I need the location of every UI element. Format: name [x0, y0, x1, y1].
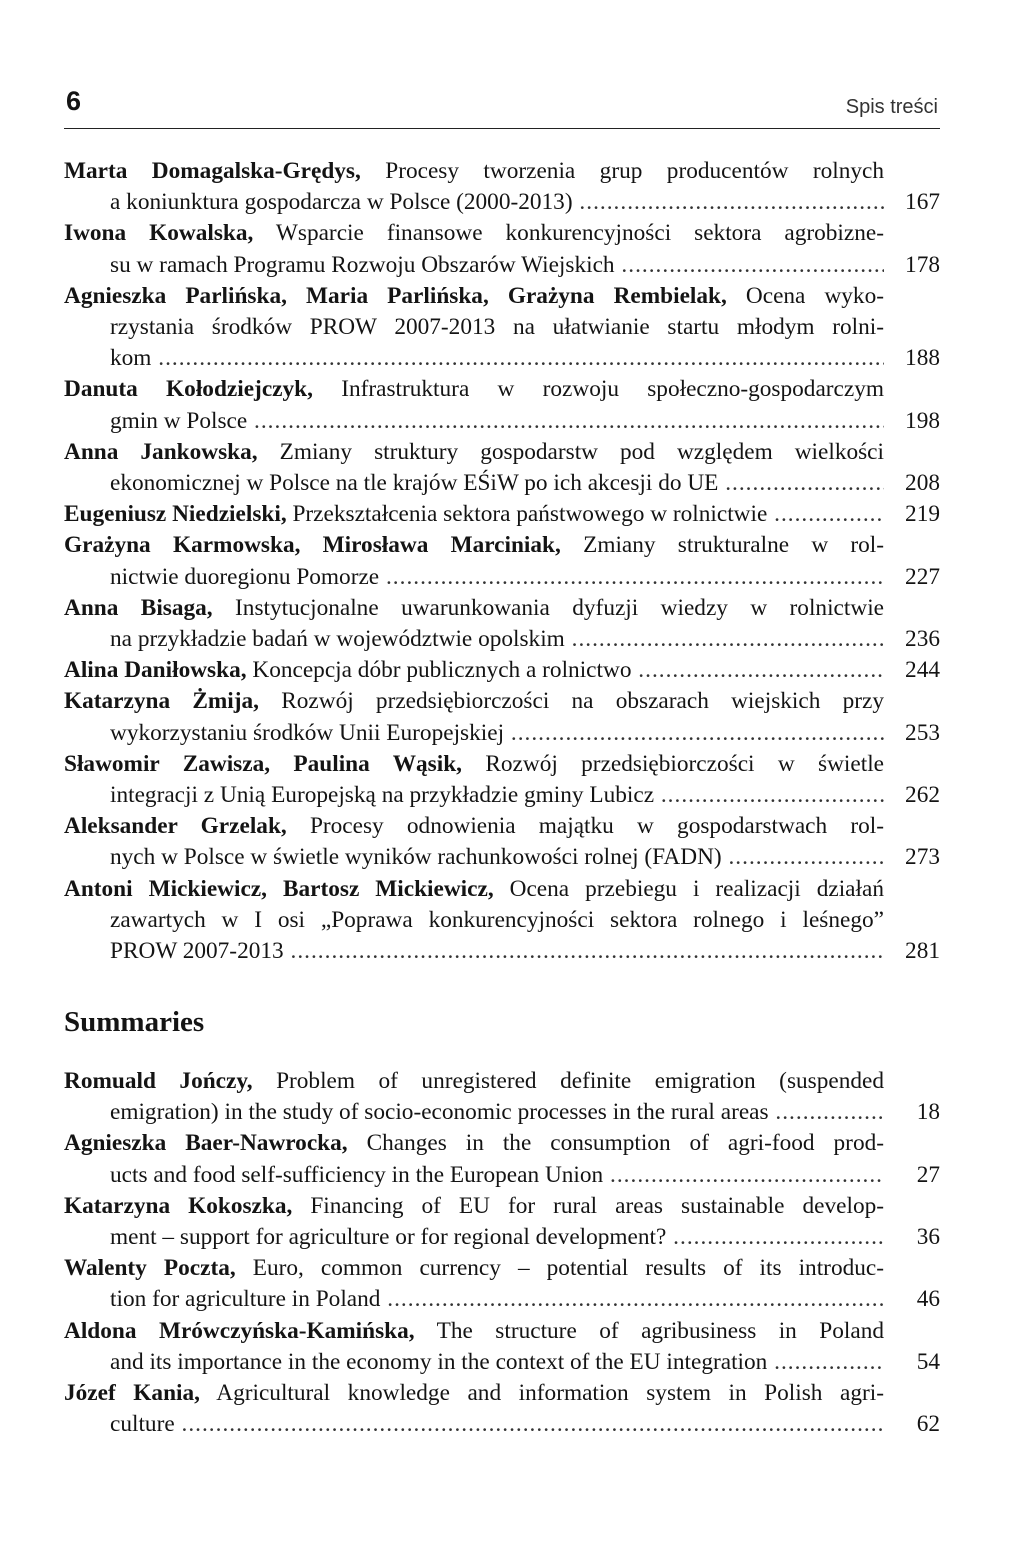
toc-entry	[64, 530, 940, 592]
section-title: Spis treści	[845, 96, 938, 118]
toc-entry-title: The structure of agribusiness in Poland	[436, 1317, 884, 1344]
toc-entry-line	[64, 842, 940, 873]
toc-entry-title: Agricultural knowledge and information system in Polish agri-	[216, 1380, 884, 1407]
toc-entry-author: Eugeniusz Niedzielski,	[64, 501, 287, 528]
toc-entry-page: 54	[916, 1348, 940, 1375]
toc-entry-page: 198	[905, 407, 940, 434]
toc-entry-text	[110, 1160, 884, 1191]
toc-entry-text	[110, 842, 884, 873]
toc-entry-title: Euro, common currency – potential results of its introduc-	[252, 1255, 884, 1282]
toc-entry	[64, 437, 940, 499]
toc-entry-title: emigration) in the study of socio-economic processes in the rural areas	[110, 1099, 769, 1126]
toc-entry-text	[64, 1378, 884, 1409]
toc-entry-author: Katarzyna Kokoszka,	[64, 1192, 293, 1219]
toc-entry-text	[64, 593, 884, 624]
toc-entry-title: ment – support for agriculture or for regional development?	[110, 1224, 667, 1251]
toc-entry-line	[64, 187, 940, 218]
toc-entry-line	[64, 499, 940, 530]
toc-entry-line	[64, 468, 940, 499]
toc-entry	[64, 281, 940, 375]
toc-entry-author: Aleksander Grzelak,	[64, 813, 287, 840]
toc-entry-page: 36	[916, 1224, 940, 1251]
toc-entry-page: 244	[905, 657, 940, 684]
toc-entry-text	[110, 1409, 884, 1440]
toc-entry-line	[64, 437, 940, 468]
toc-entry-title: Changes in the consumption of agri-food prod-	[366, 1130, 884, 1157]
toc-entry-line	[64, 1347, 940, 1378]
toc-entry-title: a koniunktura gospodarcza w Polsce (2000-2013)	[110, 189, 573, 216]
toc-entry-text	[64, 874, 884, 905]
toc-entry-text	[64, 655, 884, 686]
toc-entry-title: Koncepcja dóbr publicznych a rolnictwo	[252, 657, 632, 684]
toc-entry-title: PROW 2007-2013	[110, 938, 284, 965]
toc-entry-line	[64, 780, 940, 811]
toc-entry-line	[64, 1316, 940, 1347]
toc-entry-text	[64, 749, 884, 780]
toc-entry-line	[64, 686, 940, 717]
toc-entry-page: 18	[916, 1099, 940, 1126]
toc-entry-line	[64, 1409, 940, 1440]
toc-entry-title: culture	[110, 1411, 175, 1438]
toc-entry-text	[110, 780, 884, 811]
toc-entry-title: Rozwój przedsiębiorczości w świetle	[485, 750, 884, 777]
toc-entry-line	[64, 374, 940, 405]
toc-entry-text	[110, 905, 884, 936]
toc-entry-line	[64, 343, 940, 374]
toc-entry-line	[64, 718, 940, 749]
toc-entry-line	[64, 936, 940, 967]
toc-entry	[64, 156, 940, 218]
toc-entry-author: Józef Kania,	[64, 1380, 200, 1407]
summaries-heading: Summaries	[64, 1006, 205, 1038]
toc-entry	[64, 1191, 940, 1253]
toc-entry	[64, 874, 940, 968]
toc-entry-line	[64, 1222, 940, 1253]
toc-entry-author: Aldona Mrówczyńska-Kamińska,	[64, 1317, 415, 1344]
toc-entry-title: zawartych w I osi „Poprawa konkurencyjności sektora rolnego i leśnego”	[110, 906, 884, 933]
toc-entry-title: na przykładzie badań w województwie opolskim	[110, 626, 565, 653]
toc-entry-title: ekonomicznej w Polsce na tle krajów EŚiW po ich akcesji do UE	[110, 470, 719, 497]
toc-entry-author: Alina Daniłowska,	[64, 657, 247, 684]
toc-entry-text	[110, 343, 884, 374]
toc-entry-title: nictwie duoregionu Pomorze	[110, 563, 380, 590]
toc-entry-author: Marta Domagalska-Grędys,	[64, 158, 361, 184]
toc-entry-text	[64, 218, 884, 249]
toc-entry-title: integracji z Unią Europejską na przykładzie gminy Lubicz	[110, 782, 655, 809]
toc-entry-line	[64, 749, 940, 780]
toc-entry-title: rzystania środków PROW 2007-2013 na ułatwianie startu młodym rolni-	[110, 314, 884, 341]
toc-entry-line	[64, 811, 940, 842]
toc-entry-line	[64, 1128, 940, 1159]
toc-entry-text	[64, 281, 884, 312]
toc-entry-page: 262	[905, 782, 940, 809]
toc-entry-author: Agnieszka Baer-Nawrocka,	[64, 1130, 348, 1157]
toc-entry-text	[64, 686, 884, 717]
toc-entry-author: Grażyna Karmowska, Mirosława Marciniak,	[64, 532, 561, 559]
toc-entry-text	[64, 374, 884, 405]
toc-entry-title: Infrastruktura w rozwoju społeczno-gospodarczym	[341, 376, 884, 403]
toc-entry-title: Instytucjonalne uwarunkowania dyfuzji wiedzy w rolnictwie	[235, 594, 884, 621]
toc-entry-title: kom	[110, 345, 152, 372]
toc-entry	[64, 593, 940, 655]
toc-entry-text	[64, 499, 884, 530]
toc-entry	[64, 749, 940, 811]
toc-entry-line	[64, 530, 940, 561]
toc-entry	[64, 811, 940, 873]
toc-entry-text	[110, 312, 884, 343]
toc-entry-line	[64, 1191, 940, 1222]
toc-entry-text	[110, 250, 884, 281]
toc-summaries-list	[64, 1066, 940, 1440]
toc-entry-text	[110, 1347, 884, 1378]
toc-entry-title: Wsparcie finansowe konkurencyjności sektora agrobizne-	[275, 220, 884, 247]
toc-entry-line	[64, 1097, 940, 1128]
toc-entry-page: 281	[905, 938, 940, 965]
toc-entry-author: Walenty Poczta,	[64, 1255, 236, 1282]
toc-entry-page: 253	[905, 719, 940, 746]
toc-entry	[64, 374, 940, 436]
toc-entry-page: 167	[905, 189, 940, 216]
toc-entry	[64, 1316, 940, 1378]
toc-entry-line	[64, 905, 940, 936]
toc-entry-text	[110, 406, 884, 437]
toc-entry-text	[110, 187, 884, 218]
toc-entry-author: Katarzyna Żmija,	[64, 688, 259, 715]
toc-entry-page: 273	[905, 844, 940, 871]
toc-entry-page: 178	[905, 251, 940, 278]
toc-entry-page: 62	[916, 1411, 940, 1438]
toc-main-list	[64, 156, 940, 967]
toc-entry-line	[64, 281, 940, 312]
toc-entry-author: Anna Bisaga,	[64, 594, 213, 621]
toc-entry-author: Agnieszka Parlińska, Maria Parlińska, Grażyna Rembielak,	[64, 282, 727, 309]
toc-entry-page: 27	[916, 1161, 940, 1188]
toc-entry-text	[64, 530, 884, 561]
toc-entry-text	[110, 468, 884, 499]
toc-entry-line	[64, 593, 940, 624]
toc-entry-text	[110, 1284, 884, 1315]
toc-entry-title: Problem of unregistered definite emigration (suspended	[276, 1068, 884, 1094]
toc-entry-title: wykorzystaniu środków Unii Europejskiej	[110, 719, 505, 746]
toc-entry-text	[110, 718, 884, 749]
toc-entry-line	[64, 1160, 940, 1191]
toc-entry	[64, 1378, 940, 1440]
toc-entry-title: gmin w Polsce	[110, 407, 248, 434]
toc-entry-title: su w ramach Programu Rozwoju Obszarów Wiejskich	[110, 251, 615, 278]
toc-entry	[64, 1253, 940, 1315]
toc-entry-line	[64, 312, 940, 343]
toc-entry-page: 46	[916, 1286, 940, 1313]
toc-entry-line	[64, 218, 940, 249]
toc-entry-text	[110, 1097, 884, 1128]
toc-entry-text	[64, 811, 884, 842]
toc-entry	[64, 655, 940, 686]
toc-entry-line	[64, 1378, 940, 1409]
toc-entry-title: Przekształcenia sektora państwowego w rolnictwie	[292, 501, 768, 528]
toc-entry-page: 208	[905, 470, 940, 497]
toc-entry-line	[64, 655, 940, 686]
toc-entry-text	[110, 936, 884, 967]
toc-entry-line	[64, 624, 940, 655]
toc-entry-line	[64, 250, 940, 281]
toc-entry-title: Zmiany strukturalne w rol-	[583, 532, 884, 559]
toc-entry-author: Romuald Jończy,	[64, 1068, 253, 1094]
toc-entry	[64, 218, 940, 280]
toc-entry	[64, 1128, 940, 1190]
toc-entry-text	[110, 624, 884, 655]
toc-entry-title: nych w Polsce w świetle wyników rachunkowości rolnej (FADN)	[110, 844, 722, 871]
toc-entry-title: tion for agriculture in Poland	[110, 1286, 381, 1313]
toc-entry	[64, 686, 940, 748]
toc-entry-text	[64, 437, 884, 468]
toc-entry-text	[64, 1066, 884, 1097]
page-number: 6	[66, 86, 82, 116]
toc-entry-line	[64, 406, 940, 437]
toc-entry	[64, 499, 940, 530]
toc-entry-title: Ocena wyko-	[745, 282, 884, 309]
toc-entry-author: Sławomir Zawisza, Paulina Wąsik,	[64, 750, 462, 777]
toc-entry-text	[110, 1222, 884, 1253]
toc-entry-line	[64, 874, 940, 905]
toc-entry-title: and its importance in the economy in the context of the EU integration	[110, 1348, 768, 1375]
toc-entry-author: Anna Jankowska,	[64, 438, 258, 465]
toc-entry-text	[64, 1128, 884, 1159]
toc-entry-text	[64, 1191, 884, 1222]
toc-entry-title: Zmiany struktury gospodarstw pod względem wielkości	[279, 438, 884, 465]
toc-entry-text	[64, 1253, 884, 1284]
toc-entry	[64, 1066, 940, 1128]
toc-entry-line	[64, 1284, 940, 1315]
toc-entry-line	[64, 1066, 940, 1097]
toc-entry-line	[64, 562, 940, 593]
toc-entry-page: 227	[905, 563, 940, 590]
toc-entry-page: 188	[905, 345, 940, 372]
toc-entry-title: Rozwój przedsiębiorczości na obszarach wiejskich przy	[281, 688, 884, 715]
toc-entry-text	[110, 562, 884, 593]
toc-entry-page: 236	[905, 626, 940, 653]
running-head	[64, 86, 940, 129]
toc-entry-title: Procesy tworzenia grup producentów rolnych	[385, 158, 884, 184]
toc-entry-title: Financing of EU for rural areas sustainable develop-	[310, 1192, 884, 1219]
toc-entry-title: Ocena przebiegu i realizacji działań	[509, 875, 884, 902]
toc-entry-author: Danuta Kołodziejczyk,	[64, 376, 313, 403]
toc-entry-title: ucts and food self-sufficiency in the European Union	[110, 1161, 604, 1188]
toc-entry-text	[64, 156, 884, 187]
toc-entry-author: Antoni Mickiewicz, Bartosz Mickiewicz,	[64, 875, 494, 902]
toc-entry-author: Iwona Kowalska,	[64, 220, 254, 247]
toc-entry-line	[64, 156, 940, 187]
toc-entry-page: 219	[905, 501, 940, 528]
toc-entry-title: Procesy odnowienia majątku w gospodarstwach rol-	[309, 813, 884, 840]
toc-entry-text	[64, 1316, 884, 1347]
toc-entry-line	[64, 1253, 940, 1284]
